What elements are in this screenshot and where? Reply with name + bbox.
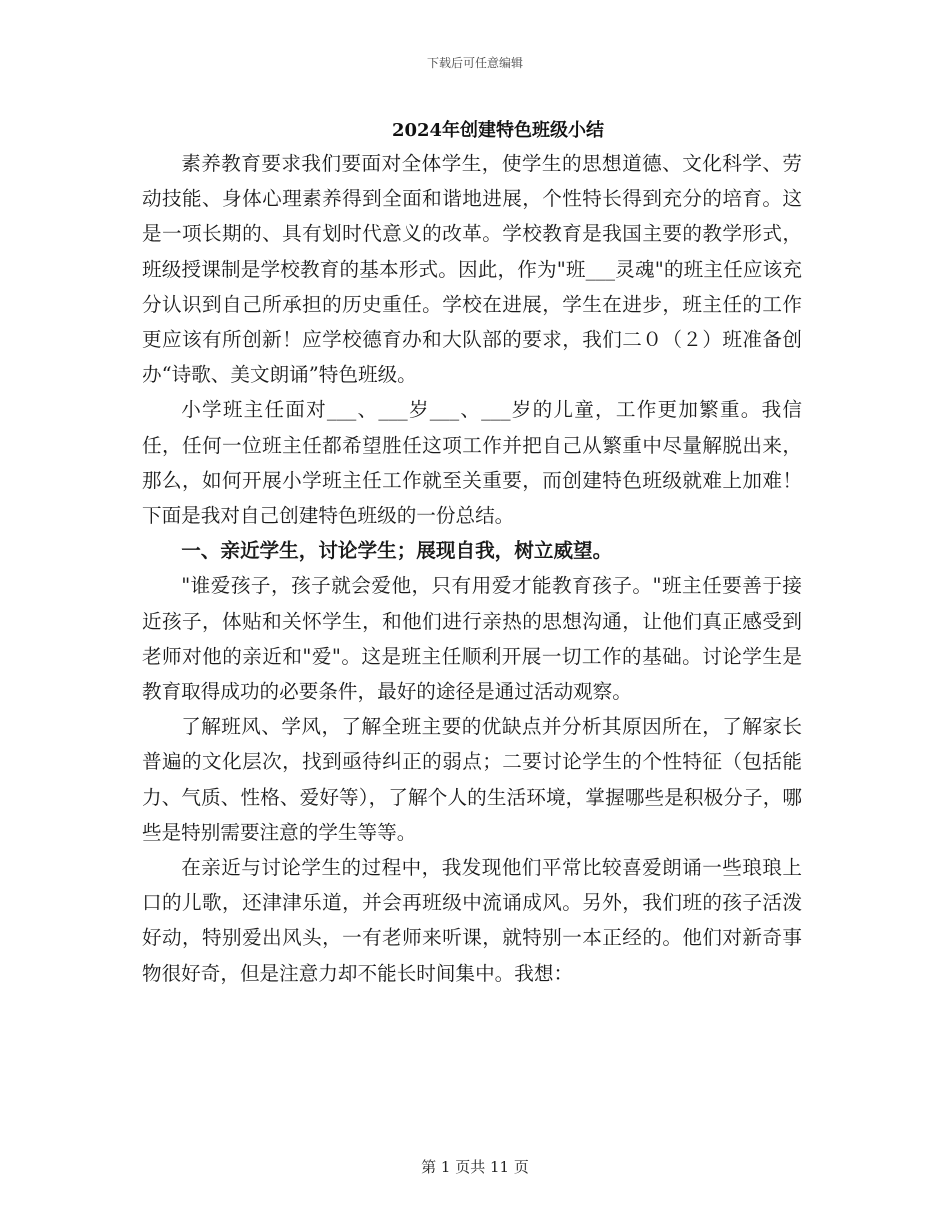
- paragraph-understand-class: 了解班风、学风，了解全班主要的优缺点并分析其原因所在，了解家长普遍的文化层次，找到亟待纠正的弱点；二要讨论学生的个性特征（包括能力、气质、性格、爱好等），了解个人的生活环境，掌握哪些是积极分子，哪些是特别需要注意的学生等等。: [142, 715, 802, 844]
- section-heading-1: 一、亲近学生，讨论学生；展现自我，树立威望。: [181, 539, 613, 563]
- document-title: 2024年创建特色班级小结: [391, 120, 605, 141]
- paragraph-observation: 在亲近与讨论学生的过程中，我发现他们平常比较喜爱朗诵一些琅琅上口的儿歌，还津津乐道，并会再班级中流诵成风。另外，我们班的孩子活泼好动，特别爱出风头，一有老师来听课，就特别一本正经的。他们对新奇事物很好奇，但是注意力却不能长时间集中。我想：: [142, 856, 802, 985]
- header-note: 下载后可任意编辑: [426, 56, 523, 70]
- document-body: [142, 146, 802, 991]
- paragraph-love-students: "谁爱孩子，孩子就会爱他，只有用爱才能教育孩子。"班主任要善于接近孩子，体贴和关怀学生，和他们进行亲热的思想沟通，让他们真正感受到老师对他的亲近和"爱"。这是班主任顺利开展一切工作的基础。讨论学生是教育取得成功的必要条件，最好的途径是通过活动观察。: [142, 574, 802, 704]
- paragraph-challenge: 小学班主任面对___、___岁___、___岁的儿童，工作更加繁重。我信任，任何一位班主任都希望胜任这项工作并把自己从繁重中尽量解脱出来，那么，如何开展小学班主任工作就至关重要，而创建特色班级就难上加难！下面是我对自己创建特色班级的一份总结。: [142, 398, 802, 528]
- paragraph-intro: 素养教育要求我们要面对全体学生，使学生的思想道德、文化科学、劳动技能、身体心理素养得到全面和谐地进展，个性特长得到充分的培育。这是一项长期的、具有划时代意义的改革。学校教育是我国主要的教学形式，班级授课制是学校教育的基本形式。因此，作为"班___灵魂"的班主任应该充分认识到自己所承担的历史重任。学校在进展，学生在进步，班主任的工作更应该有所创新！应学校德育办和大队部的要求，我们二０（２）班准备创办“诗歌、美文朗诵”特色班级。: [142, 152, 802, 387]
- page-footer: 第 1 页共 11 页: [421, 1158, 529, 1176]
